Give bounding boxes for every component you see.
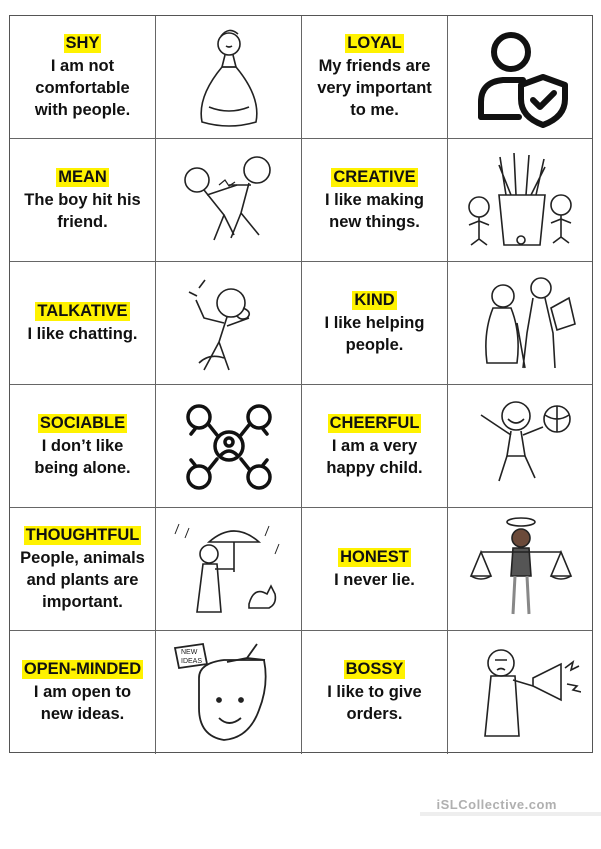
definition-line: very important bbox=[317, 78, 432, 97]
social-network-icon bbox=[156, 385, 302, 507]
site-watermark[interactable]: iSLCollective.com bbox=[436, 797, 557, 812]
user-shield-icon bbox=[448, 16, 594, 138]
card-text-kind bbox=[302, 262, 448, 384]
adjective-label: MEAN bbox=[58, 167, 107, 186]
definition-line: I like to give bbox=[327, 683, 422, 701]
definition-line: friend. bbox=[57, 212, 108, 231]
woman-scales-halo-icon bbox=[448, 508, 594, 630]
adjective-label: OPEN-MINDED bbox=[23, 660, 142, 678]
definition-line: I am open to bbox=[33, 683, 132, 701]
definition-line: being alone. bbox=[34, 458, 131, 477]
card-row bbox=[10, 385, 592, 508]
adjective-label: CREATIVE bbox=[333, 167, 416, 186]
worksheet-grid bbox=[9, 15, 593, 753]
man-umbrella-dog-icon bbox=[156, 508, 302, 630]
kids-with-pencils-icon bbox=[448, 139, 594, 261]
card-row bbox=[10, 631, 592, 754]
card-text-talkative bbox=[10, 262, 156, 384]
definition-line: I like chatting. bbox=[27, 324, 138, 343]
definition-line: I like helping bbox=[324, 313, 425, 332]
card-text-cheerful bbox=[302, 385, 448, 507]
girl-in-dress-icon bbox=[156, 16, 302, 138]
definition-line: new ideas. bbox=[40, 705, 125, 723]
sign-text: IDEAS bbox=[180, 657, 202, 665]
footer-divider bbox=[420, 812, 601, 816]
talking-man-icon bbox=[156, 262, 302, 384]
card-row bbox=[10, 508, 592, 631]
card-text-bossy bbox=[302, 631, 448, 754]
open-head-ideas-icon bbox=[156, 631, 302, 754]
definition-line: I am a very bbox=[331, 436, 418, 455]
card-text-shy bbox=[10, 16, 156, 138]
card-text-mean bbox=[10, 139, 156, 261]
definition-line: comfortable bbox=[35, 78, 130, 97]
definition-line: I never lie. bbox=[334, 570, 415, 589]
definition-line: new things. bbox=[329, 212, 420, 231]
adjective-label: TALKATIVE bbox=[37, 301, 128, 320]
definition-line: The boy hit his bbox=[24, 190, 141, 209]
card-text-thoughtful bbox=[10, 508, 156, 630]
definition-line: I am not bbox=[50, 56, 115, 75]
definition-line: I like making bbox=[324, 190, 425, 209]
card-text-creative bbox=[302, 139, 448, 261]
card-text-honest bbox=[302, 508, 448, 630]
adjective-label: BOSSY bbox=[345, 660, 404, 678]
definition-line: My friends are bbox=[318, 56, 431, 75]
adjective-label: KIND bbox=[354, 290, 395, 309]
boys-fighting-icon bbox=[156, 139, 302, 261]
definition-line: important. bbox=[42, 592, 123, 611]
adjective-label: SOCIABLE bbox=[39, 413, 126, 432]
card-row bbox=[10, 139, 592, 262]
card-text-sociable bbox=[10, 385, 156, 507]
card-row bbox=[10, 16, 592, 139]
helping-elderly-icon bbox=[448, 262, 594, 384]
definition-line: I don’t like bbox=[41, 436, 124, 455]
card-row bbox=[10, 262, 592, 385]
adjective-label: LOYAL bbox=[347, 33, 402, 52]
adjective-label: THOUGHTFUL bbox=[25, 525, 140, 544]
adjective-label: HONEST bbox=[340, 547, 409, 566]
definition-line: orders. bbox=[346, 705, 403, 723]
definition-line: happy child. bbox=[326, 458, 423, 477]
definition-line: and plants are bbox=[26, 570, 139, 589]
card-text-open-minded bbox=[10, 631, 156, 754]
man-megaphone-icon bbox=[448, 631, 594, 754]
adjective-label: SHY bbox=[65, 33, 100, 52]
definition-line: People, animals bbox=[20, 548, 145, 567]
definition-line: people. bbox=[345, 335, 404, 354]
happy-boy-ball-icon bbox=[448, 385, 594, 507]
card-text-loyal bbox=[302, 16, 448, 138]
definition-line: to me. bbox=[350, 100, 399, 119]
sign-text: NEW bbox=[180, 648, 197, 656]
definition-line: with people. bbox=[34, 100, 131, 119]
adjective-label: CHEERFUL bbox=[329, 413, 420, 432]
